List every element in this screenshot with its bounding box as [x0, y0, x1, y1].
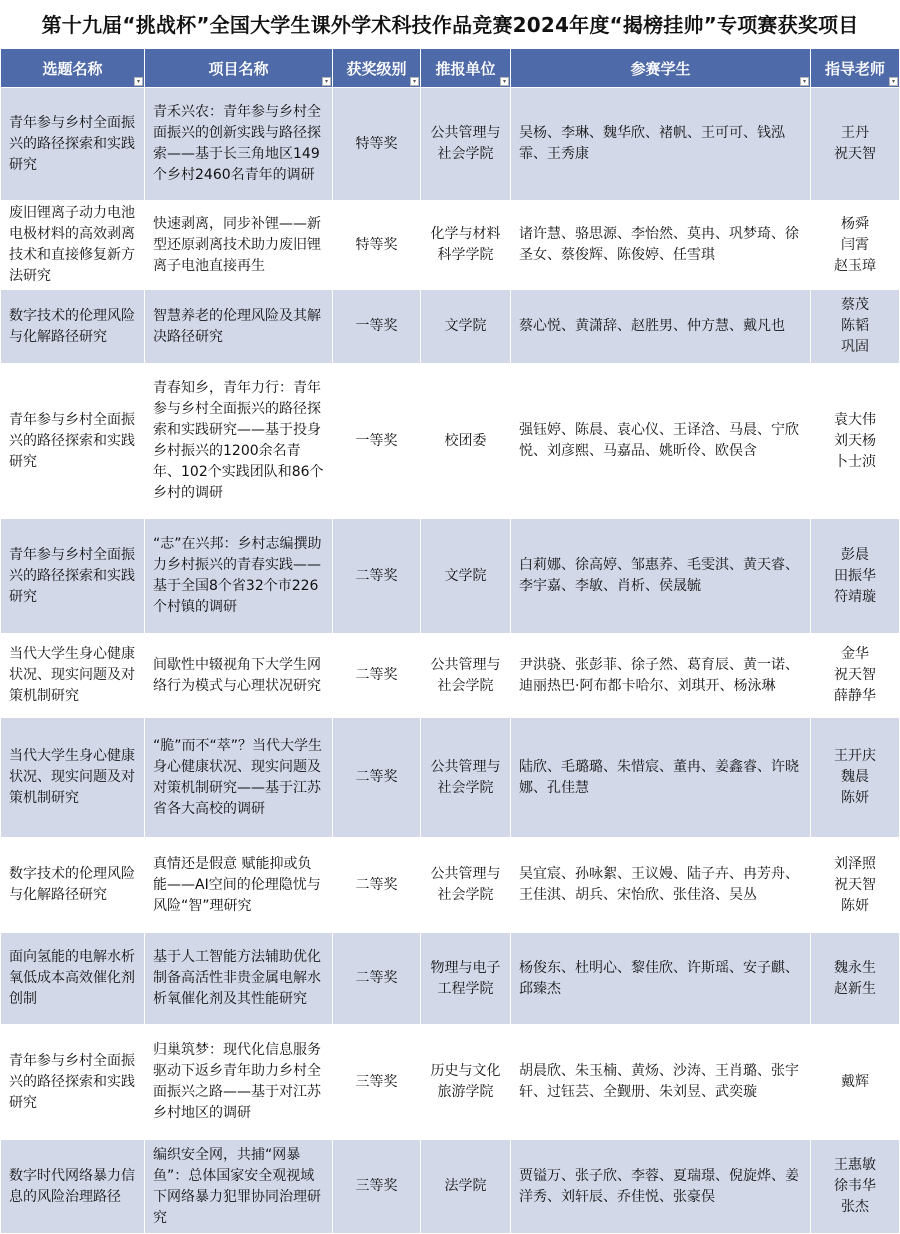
project-cell: 间歇性中辍视角下大学生网络行为模式与心理状况研究 — [145, 634, 333, 718]
topic-cell: 废旧锂离子动力电池电极材料的高效剥离技术和直接修复新方法研究 — [1, 201, 145, 290]
topic-cell: 当代大学生身心健康状况、现实问题及对策机制研究 — [1, 718, 145, 838]
teacher-name: 闫霄 — [841, 236, 869, 253]
teacher-name: 卜士浈 — [834, 453, 876, 470]
teachers-cell — [811, 838, 900, 933]
teacher-name: 彭晨 — [841, 546, 869, 563]
topic-cell: 青年参与乡村全面振兴的路径探索和实践研究 — [1, 519, 145, 634]
teacher-name: 赵新生 — [834, 980, 876, 997]
teacher-name: 赵玉璋 — [834, 257, 876, 274]
level-cell: 二等奖 — [333, 718, 421, 838]
filter-dropdown-icon[interactable]: ▾ — [889, 77, 898, 86]
unit-cell: 公共管理与社会学院 — [421, 718, 511, 838]
teachers-cell — [811, 519, 900, 634]
teachers-cell — [811, 933, 900, 1025]
table-row — [1, 634, 900, 718]
topic-cell: 青年参与乡村全面振兴的路径探索和实践研究 — [1, 364, 145, 519]
table-row — [1, 838, 900, 933]
teachers-cell — [811, 88, 900, 201]
teacher-name: 刘天杨 — [834, 432, 876, 449]
teachers-cell — [811, 364, 900, 519]
unit-cell: 校团委 — [421, 364, 511, 519]
table-row — [1, 519, 900, 634]
teachers-cell — [811, 1140, 900, 1234]
topic-cell: 数字技术的伦理风险与化解路径研究 — [1, 290, 145, 364]
level-cell: 二等奖 — [333, 519, 421, 634]
level-cell: 特等奖 — [333, 88, 421, 201]
project-cell: 基于人工智能方法辅助优化制备高活性非贵金属电解水析氧催化剂及其性能研究 — [145, 933, 333, 1025]
topic-cell: 当代大学生身心健康状况、现实问题及对策机制研究 — [1, 634, 145, 718]
teacher-name: 徐韦华 — [834, 1178, 876, 1194]
filter-dropdown-icon[interactable]: ▾ — [134, 77, 143, 86]
column-header-unit[interactable]: 推报单位 ▾ — [421, 49, 511, 88]
teacher-name: 蔡茂 — [841, 297, 869, 313]
level-cell: 一等奖 — [333, 364, 421, 519]
students-cell: 杨俊东、杜明心、黎佳欣、许斯瑶、安子麒、邱臻杰 — [511, 933, 811, 1025]
unit-cell: 文学院 — [421, 290, 511, 364]
teacher-name: 祝天智 — [834, 876, 876, 893]
project-cell: “脆”而不“萃”？当代大学生身心健康状况、现实问题及对策机制研究——基于江苏省各大高校的调研 — [145, 718, 333, 838]
teacher-name: 魏永生 — [834, 959, 876, 976]
teacher-name: 王惠敏 — [834, 1157, 876, 1173]
teacher-name: 戴辉 — [841, 1073, 869, 1090]
level-cell: 二等奖 — [333, 838, 421, 933]
column-header-project[interactable]: 项目名称 ▾ — [145, 49, 333, 88]
project-cell: 青禾兴农：青年参与乡村全面振兴的创新实践与路径探索——基于长三角地区149个乡村2460名青年的调研 — [145, 88, 333, 201]
unit-cell: 法学院 — [421, 1140, 511, 1234]
column-header-topic[interactable]: 选题名称 ▾ — [1, 49, 145, 88]
table-row — [1, 364, 900, 519]
teacher-name: 陈妍 — [841, 790, 869, 806]
table-row — [1, 718, 900, 838]
table-row — [1, 201, 900, 290]
project-cell: “志”在兴邦：乡村志编撰助力乡村振兴的青春实践——基于全国8个省32个市226个村镇的调研 — [145, 519, 333, 634]
teacher-name: 符靖璇 — [834, 588, 876, 605]
unit-cell: 公共管理与社会学院 — [421, 838, 511, 933]
filter-dropdown-icon[interactable]: ▾ — [500, 77, 509, 86]
teacher-name: 魏晨 — [841, 769, 869, 785]
level-cell: 二等奖 — [333, 933, 421, 1025]
header-row — [1, 49, 900, 88]
filter-dropdown-icon[interactable]: ▾ — [410, 77, 419, 86]
students-cell: 白莉娜、徐高婷、邹惠荞、毛雯淇、黄天睿、李宇嘉、李敏、肖析、侯晟毓 — [511, 519, 811, 634]
students-cell: 吴杨、李琳、魏华欣、褚帆、王可可、钱泓霏、王秀康 — [511, 88, 811, 201]
students-cell: 尹洪骁、张彭菲、徐子然、葛育辰、黄一诺、迪丽热巴·阿布都卡哈尔、刘琪开、杨泳琳 — [511, 634, 811, 718]
teacher-name: 王开庆 — [834, 748, 876, 764]
project-cell: 快速剥离，同步补锂——新型还原剥离技术助力废旧锂离子电池直接再生 — [145, 201, 333, 290]
unit-cell: 历史与文化旅游学院 — [421, 1025, 511, 1140]
column-header-students[interactable]: 参赛学生 ▾ — [511, 49, 811, 88]
topic-cell: 青年参与乡村全面振兴的路径探索和实践研究 — [1, 1025, 145, 1140]
unit-cell: 化学与材料科学学院 — [421, 201, 511, 290]
teacher-name: 薛静华 — [834, 688, 876, 704]
project-cell: 青春知乡，青年力行：青年参与乡村全面振兴的路径探索和实践研究——基于投身乡村振兴的1200余名青年、102个实践团队和86个乡村的调研 — [145, 364, 333, 519]
students-cell: 吴宜宸、孙咏絮、王议嫚、陆子卉、冉芳舟、王佳淇、胡兵、宋怡欣、张佳洛、吴丛 — [511, 838, 811, 933]
students-cell: 蔡心悦、黄潇辞、赵胜男、仲方慧、戴凡也 — [511, 290, 811, 364]
level-cell: 特等奖 — [333, 201, 421, 290]
teachers-cell — [811, 290, 900, 364]
filter-dropdown-icon[interactable]: ▾ — [800, 77, 809, 86]
level-cell: 二等奖 — [333, 634, 421, 718]
level-cell: 三等奖 — [333, 1140, 421, 1234]
table-row — [1, 1025, 900, 1140]
project-cell: 智慧养老的伦理风险及其解决路径研究 — [145, 290, 333, 364]
unit-cell: 公共管理与社会学院 — [421, 88, 511, 201]
topic-cell: 数字时代网络暴力信息的风险治理路径 — [1, 1140, 145, 1234]
filter-dropdown-icon[interactable]: ▾ — [322, 77, 331, 86]
unit-cell: 公共管理与社会学院 — [421, 634, 511, 718]
level-cell: 一等奖 — [333, 290, 421, 364]
teacher-name: 巩固 — [841, 339, 869, 355]
project-cell: 编织安全网，共捕“网暴鱼”：总体国家安全观视域下网络暴力犯罪协同治理研究 — [145, 1140, 333, 1234]
teacher-name: 刘泽照 — [834, 855, 876, 872]
column-header-teachers[interactable]: 指导老师 ▾ — [811, 49, 900, 88]
students-cell: 陆欣、毛璐璐、朱惜宸、董冉、姜鑫睿、许晓娜、孔佳慧 — [511, 718, 811, 838]
topic-cell: 面向氢能的电解水析氧低成本高效催化剂创制 — [1, 933, 145, 1025]
level-cell: 三等奖 — [333, 1025, 421, 1140]
table-row — [1, 88, 900, 201]
students-cell: 强钰婷、陈晨、袁心仪、王译浛、马晨、宁欣悦、刘彦熙、马嘉品、姚昕伶、欧俣含 — [511, 364, 811, 519]
topic-cell: 数字技术的伦理风险与化解路径研究 — [1, 838, 145, 933]
project-cell: 真情还是假意 赋能抑或负能——AI空间的伦理隐忧与风险“智”理研究 — [145, 838, 333, 933]
teachers-cell — [811, 634, 900, 718]
awards-table — [0, 48, 900, 1234]
teacher-name: 陈韬 — [841, 318, 869, 334]
project-cell: 归巢筑梦：现代化信息服务驱动下返乡青年助力乡村全面振兴之路——基于对江苏乡村地区的调研 — [145, 1025, 333, 1140]
teacher-name: 祝天智 — [834, 146, 876, 162]
teachers-cell — [811, 201, 900, 290]
teacher-name: 张杰 — [841, 1199, 869, 1215]
teacher-name: 陈妍 — [841, 897, 869, 914]
unit-cell: 物理与电子工程学院 — [421, 933, 511, 1025]
students-cell: 诸许慧、骆思源、李怡然、莫冉、巩梦琦、徐圣女、蔡俊辉、陈俊婷、任雪琪 — [511, 201, 811, 290]
teacher-name: 王丹 — [841, 125, 869, 141]
table-row — [1, 290, 900, 364]
unit-cell: 文学院 — [421, 519, 511, 634]
table-row — [1, 933, 900, 1025]
teachers-cell — [811, 718, 900, 838]
teacher-name: 祝天智 — [834, 667, 876, 683]
table-row — [1, 1140, 900, 1234]
teacher-name: 田振华 — [834, 567, 876, 584]
teacher-name: 袁大伟 — [834, 411, 876, 428]
teacher-name: 金华 — [841, 646, 869, 662]
teacher-name: 杨舜 — [841, 215, 869, 232]
topic-cell: 青年参与乡村全面振兴的路径探索和实践研究 — [1, 88, 145, 201]
teachers-cell — [811, 1025, 900, 1140]
students-cell: 贾镒万、张子欣、李蓉、夏瑞璟、倪旋烨、姜洋秀、刘轩辰、乔佳悦、张豪俣 — [511, 1140, 811, 1234]
column-header-level[interactable]: 获奖级别 ▾ — [333, 49, 421, 88]
page-title: 第十九届“挑战杯”全国大学生课外学术科技作品竞赛2024年度“揭榜挂帅”专项赛获奖项目 — [41, 13, 859, 37]
students-cell: 胡晨欣、朱玉楠、黄炀、沙涛、王肖璐、张宇轩、过钰芸、全觐册、朱刘昱、武奕璇 — [511, 1025, 811, 1140]
